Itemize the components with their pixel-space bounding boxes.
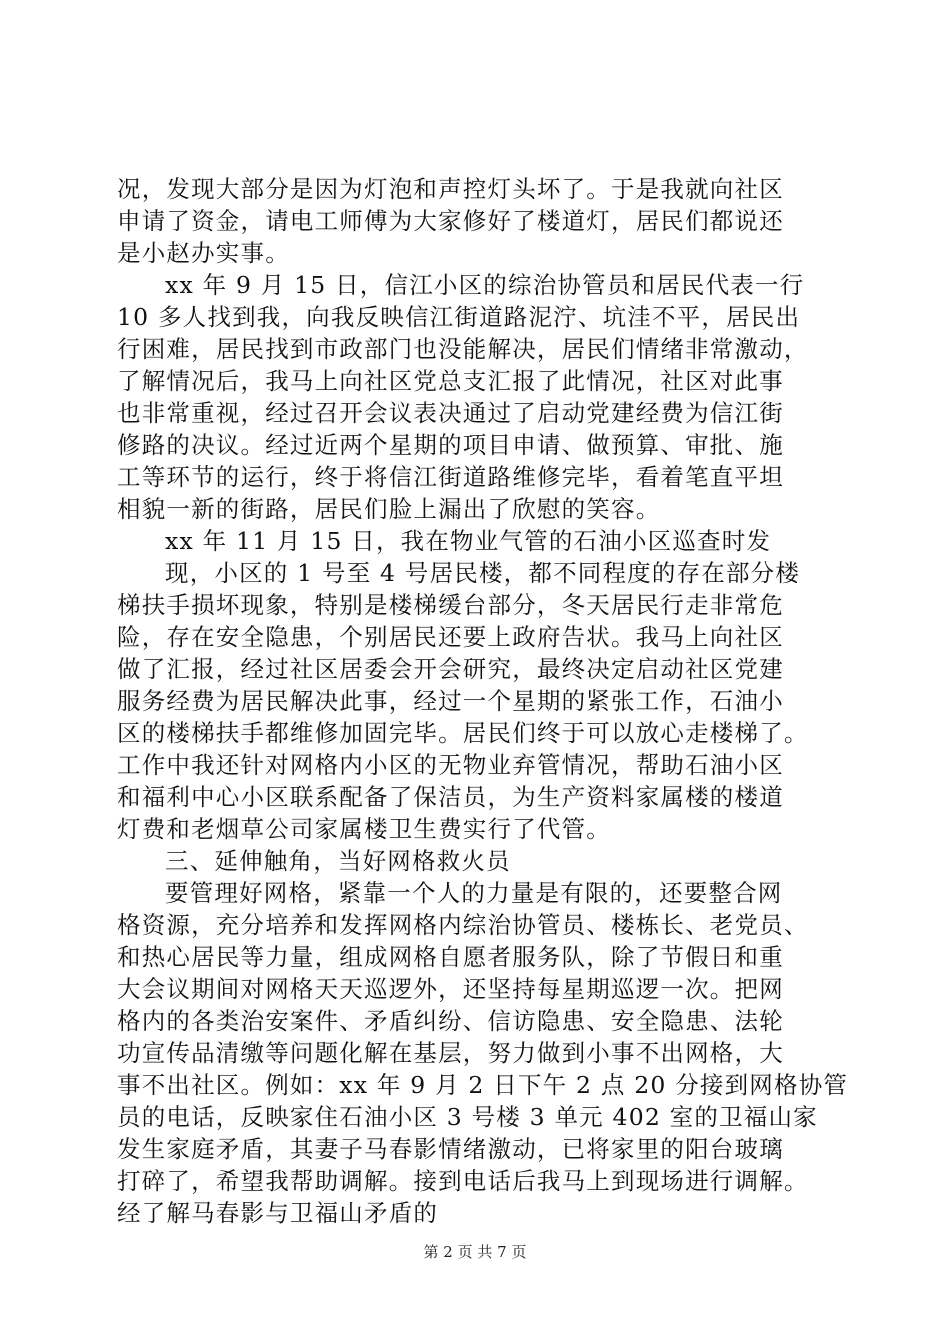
body-line: 况，发现大部分是因为灯泡和声控灯头坏了。于是我就向社区	[117, 175, 784, 203]
body-line: 和热心居民等力量，组成网格自愿者服务队，除了节假日和重	[117, 943, 784, 971]
body-line: 也非常重视，经过召开会议表决通过了启动党建经费为信江街	[117, 399, 784, 427]
body-line: 发生家庭矛盾，其妻子马春影情绪激动，已将家里的阳台玻璃	[117, 1135, 784, 1163]
body-line: 工等环节的运行，终于将信江街道路维修完毕，看着笔直平坦	[117, 463, 784, 491]
body-line: xx 年 11 月 15 日，我在物业气管的石油小区巡查时发	[165, 527, 772, 555]
page-number-footer: 第 2 页 共 7 页	[423, 1243, 527, 1261]
section-heading: 三、延伸触角，当好网格救火员	[165, 847, 511, 875]
body-line: 区的楼梯扶手都维修加固完毕。居民们终于可以放心走楼梯了。	[117, 719, 809, 747]
body-line: 现，小区的 1 号至 4 号居民楼，都不同程度的存在部分楼	[165, 559, 801, 587]
body-line: 相貌一新的街路，居民们脸上漏出了欣慰的笑容。	[117, 495, 661, 523]
body-line: 申请了资金，请电工师傅为大家修好了楼道灯，居民们都说还	[117, 207, 784, 235]
body-line: 和福利中心小区联系配备了保洁员，为生产资料家属楼的楼道	[117, 783, 784, 811]
body-line: 做了汇报，经过社区居委会开会研究，最终决定启动社区党建	[117, 655, 784, 683]
body-line: 险，存在安全隐患，个别居民还要上政府告状。我马上向社区	[117, 623, 784, 651]
body-line: xx 年 9 月 15 日，信江小区的综治协管员和居民代表一行	[165, 271, 805, 299]
body-line: 了解情况后，我马上向社区党总支汇报了此情况，社区对此事	[117, 367, 784, 395]
body-line: 打碎了，希望我帮助调解。接到电话后我马上到现场进行调解。	[117, 1167, 809, 1195]
body-line: 行困难，居民找到市政部门也没能解决，居民们情绪非常激动，	[117, 335, 809, 363]
body-line: 要管理好网格，紧靠一个人的力量是有限的，还要整合网	[165, 879, 783, 907]
body-line: 经了解马春影与卫福山矛盾的	[117, 1199, 439, 1227]
body-line: 是小赵办实事。	[117, 239, 290, 267]
body-line: 工作中我还针对网格内小区的无物业弃管情况，帮助石油小区	[117, 751, 784, 779]
body-line: 事不出社区。例如：xx 年 9 月 2 日下午 2 点 20 分接到网格协管	[117, 1071, 849, 1099]
body-line: 10 多人找到我，向我反映信江街道路泥泞、坑洼不平，居民出	[117, 303, 801, 331]
body-line: 员的电话，反映家住石油小区 3 号楼 3 单元 402 室的卫福山家	[117, 1103, 818, 1131]
body-line: 格内的各类治安案件、矛盾纠纷、信访隐患、安全隐患、法轮	[117, 1007, 784, 1035]
body-line: 梯扶手损坏现象，特别是楼梯缓台部分，冬天居民行走非常危	[117, 591, 784, 619]
body-line: 格资源，充分培养和发挥网格内综治协管员、楼栋长、老党员、	[117, 911, 809, 939]
body-line: 服务经费为居民解决此事，经过一个星期的紧张工作，石油小	[117, 687, 784, 715]
body-line: 灯费和老烟草公司家属楼卫生费实行了代管。	[117, 815, 611, 843]
body-line: 修路的决议。经过近两个星期的项目申请、做预算、审批、施	[117, 431, 784, 459]
body-line: 大会议期间对网格天天巡逻外，还坚持每星期巡逻一次。把网	[117, 975, 784, 1003]
body-line: 功宣传品清缴等问题化解在基层，努力做到小事不出网格，大	[117, 1039, 784, 1067]
